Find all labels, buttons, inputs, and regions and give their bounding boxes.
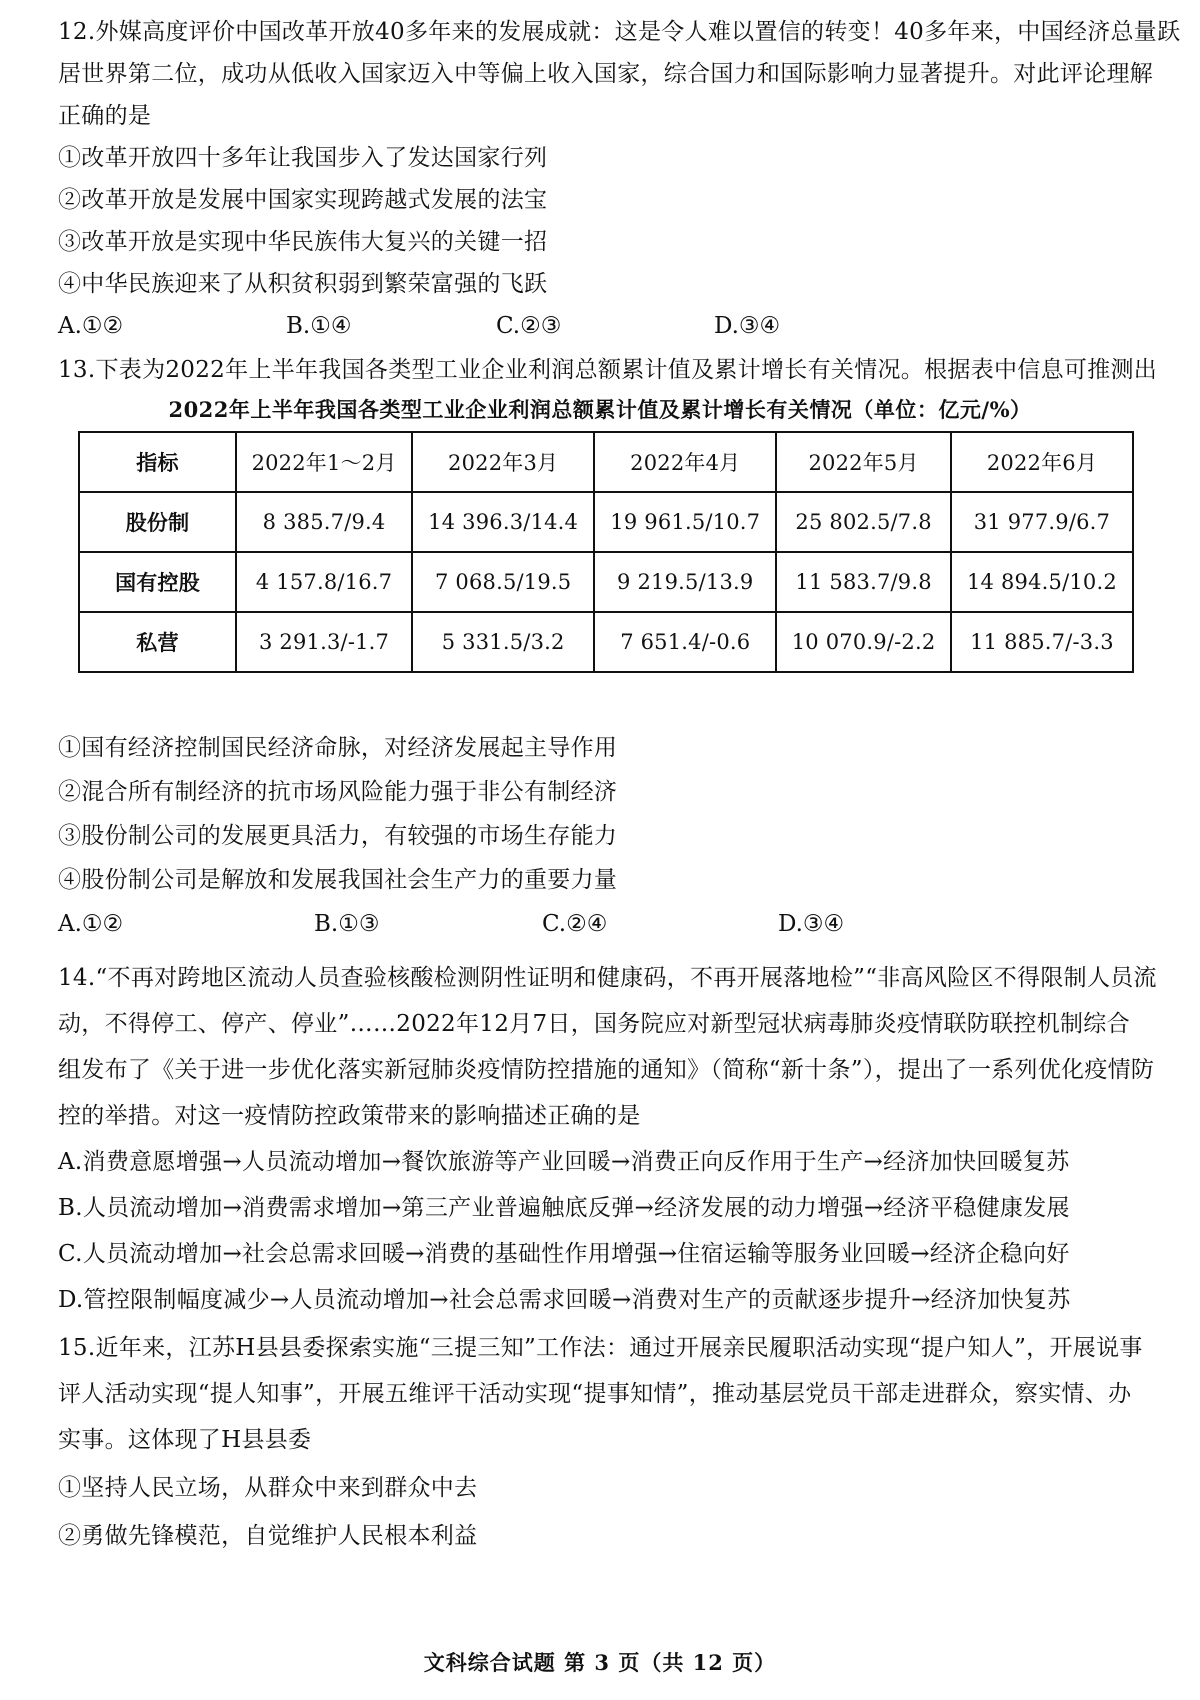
table-cell: 10 070.9/-2.2	[776, 612, 951, 672]
table-cell: 11 885.7/-3.3	[951, 612, 1133, 672]
table-cell: 11 583.7/9.8	[776, 552, 951, 612]
q12-option-c[interactable]: C.②③	[496, 313, 562, 339]
q13-options	[58, 904, 1138, 944]
table-header-cell: 2022年4月	[594, 432, 776, 492]
table-cell: 25 802.5/7.8	[776, 492, 951, 552]
table-header-cell: 指标	[79, 432, 236, 492]
q14-option-a[interactable]: A.消费意愿增强→人员流动增加→餐饮旅游等产业回暖→消费正向反作用于生产→经济加快回暖复苏	[58, 1149, 1070, 1175]
q13-item-2: ②混合所有制经济的抗市场风险能力强于非公有制经济	[58, 779, 618, 805]
table-cell: 14 894.5/10.2	[951, 552, 1133, 612]
q13-table-caption: 2022年上半年我国各类型工业企业利润总额累计值及累计增长有关情况（单位：亿元/%）	[168, 397, 1032, 422]
row-label: 私营	[79, 612, 236, 672]
q15-item-2: ②勇做先锋模范，自觉维护人民根本利益	[58, 1523, 478, 1549]
table-cell: 7 068.5/19.5	[412, 552, 594, 612]
q13-item-4: ④股份制公司是解放和发展我国社会生产力的重要力量	[58, 867, 618, 893]
row-label: 国有控股	[79, 552, 236, 612]
q14-option-b[interactable]: B.人员流动增加→消费需求增加→第三产业普遍触底反弹→经济发展的动力增强→经济平稳健康发展	[58, 1195, 1070, 1221]
q14-stem-line-2: 动，不得停工、停产、停业”……2022年12月7日，国务院应对新型冠状病毒肺炎疫情联防联控机制综合	[58, 1011, 1130, 1037]
q12-option-b[interactable]: B.①④	[286, 313, 352, 339]
q13-option-d[interactable]: D.③④	[778, 911, 845, 937]
q13-stem: 13.下表为2022年上半年我国各类型工业企业利润总额累计值及累计增长有关情况。根据表中信息可推测出	[58, 357, 1158, 383]
profit-table	[78, 431, 1134, 673]
q14-stem-line-3: 组发布了《关于进一步优化落实新冠肺炎疫情防控措施的通知》（简称“新十条”），提出了一系列优化疫情防	[58, 1057, 1155, 1083]
table-header-cell: 2022年1～2月	[236, 432, 412, 492]
page-footer: 文科综合试题 第 3 页（共 12 页）	[423, 1650, 777, 1675]
table-header-cell: 2022年5月	[776, 432, 951, 492]
row-label: 股份制	[79, 492, 236, 552]
table-cell: 4 157.8/16.7	[236, 552, 412, 612]
table-cell: 8 385.7/9.4	[236, 492, 412, 552]
q15-stem-line-2: 评人活动实现“提人知事”，开展五维评干活动实现“提事知情”，推动基层党员干部走进群众，察实情、办	[58, 1381, 1132, 1407]
table-row	[79, 612, 1133, 672]
q14-stem-line-1: 14.“不再对跨地区流动人员查验核酸检测阴性证明和健康码，不再开展落地检”“非高风险区不得限制人员流	[58, 965, 1157, 991]
q14-stem-line-4: 控的举措。对这一疫情防控政策带来的影响描述正确的是	[58, 1103, 641, 1129]
table-row	[79, 552, 1133, 612]
table-header-cell: 2022年3月	[412, 432, 594, 492]
table-header-row	[79, 432, 1133, 492]
q14-option-d[interactable]: D.管控限制幅度减少→人员流动增加→社会总需求回暖→消费对生产的贡献逐步提升→经济加快复苏	[58, 1287, 1071, 1313]
q12-option-a[interactable]: A.①②	[58, 313, 124, 339]
table-row	[79, 492, 1133, 552]
q15-stem-line-1: 15.近年来，江苏H县县委探索实施“三提三知”工作法：通过开展亲民履职活动实现“提户知人”，开展说事	[58, 1335, 1143, 1361]
q13-option-c[interactable]: C.②④	[542, 911, 608, 937]
q12-stem-line-2: 居世界第二位，成功从低收入国家迈入中等偏上收入国家，综合国力和国际影响力显著提升。对此评论理解	[58, 61, 1154, 87]
q12-stem-line-1: 12.外媒高度评价中国改革开放40多年来的发展成就：这是令人难以置信的转变！40多年来，中国经济总量跃	[58, 19, 1181, 45]
q12-option-d[interactable]: D.③④	[714, 313, 781, 339]
table-cell: 31 977.9/6.7	[951, 492, 1133, 552]
table-cell: 7 651.4/-0.6	[594, 612, 776, 672]
q12-item-1: ①改革开放四十多年让我国步入了发达国家行列	[58, 145, 548, 171]
q13-item-1: ①国有经济控制国民经济命脉，对经济发展起主导作用	[58, 735, 618, 761]
q12-stem-line-3: 正确的是	[58, 103, 152, 129]
q13-option-a[interactable]: A.①②	[58, 911, 124, 937]
q15-stem-line-3: 实事。这体现了H县县委	[58, 1427, 312, 1453]
q12-item-2: ②改革开放是发展中国家实现跨越式发展的法宝	[58, 187, 548, 213]
q12-item-4: ④中华民族迎来了从积贫积弱到繁荣富强的飞跃	[58, 271, 548, 297]
q12-item-3: ③改革开放是实现中华民族伟大复兴的关键一招	[58, 229, 548, 255]
q14-option-c[interactable]: C.人员流动增加→社会总需求回暖→消费的基础性作用增强→住宿运输等服务业回暖→经济企稳向好	[58, 1241, 1070, 1267]
table-header-cell: 2022年6月	[951, 432, 1133, 492]
table-cell: 3 291.3/-1.7	[236, 612, 412, 672]
table-cell: 14 396.3/14.4	[412, 492, 594, 552]
q13-option-b[interactable]: B.①③	[314, 911, 380, 937]
table-cell: 19 961.5/10.7	[594, 492, 776, 552]
table-cell: 9 219.5/13.9	[594, 552, 776, 612]
table-cell: 5 331.5/3.2	[412, 612, 594, 672]
q15-item-1: ①坚持人民立场，从群众中来到群众中去	[58, 1475, 478, 1501]
q13-item-3: ③股份制公司的发展更具活力，有较强的市场生存能力	[58, 823, 618, 849]
q12-options	[58, 306, 1138, 346]
